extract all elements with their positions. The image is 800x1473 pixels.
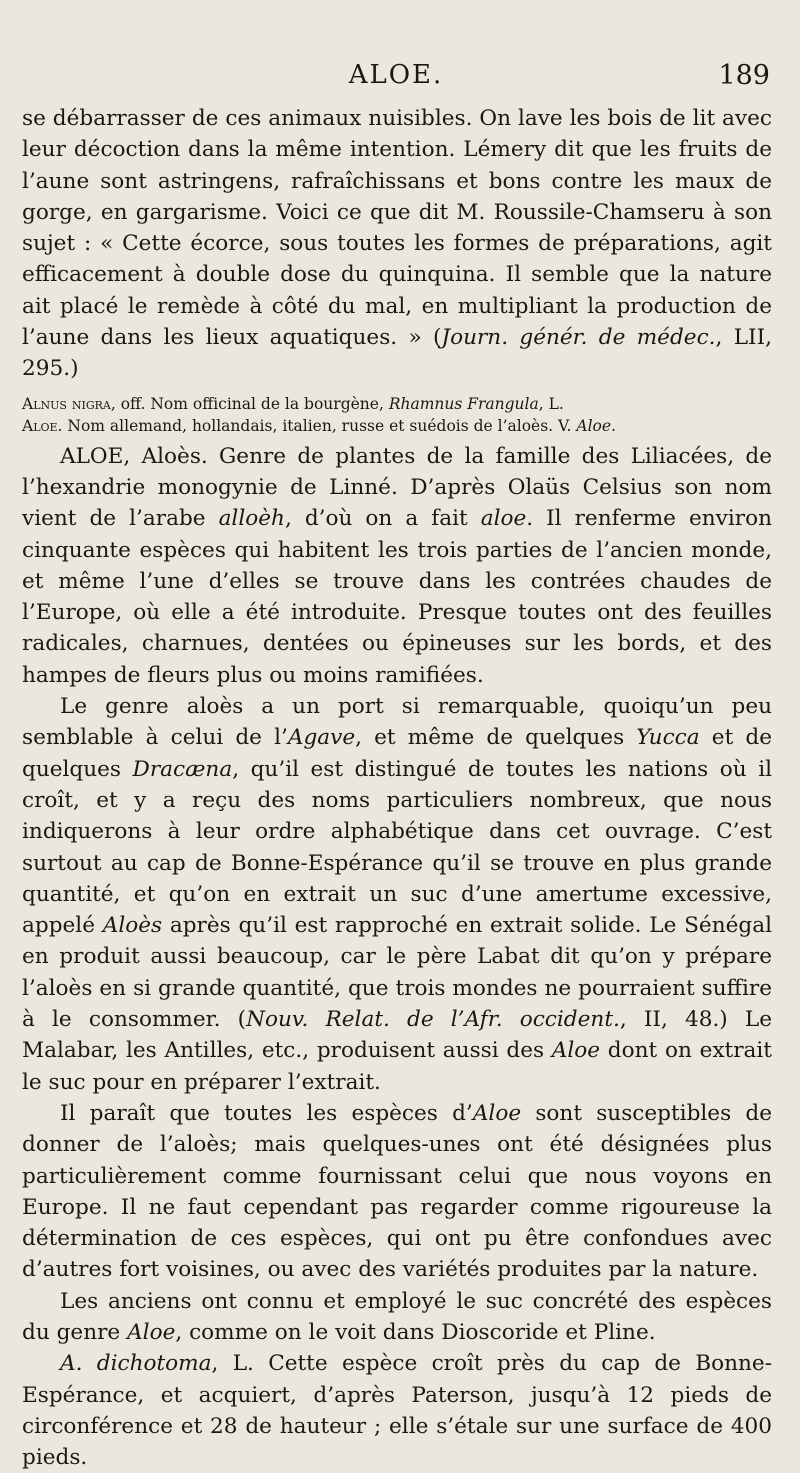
main-paragraphs [22, 441, 772, 1473]
italic-text: Nouv. Relat. de l’Afr. occident. [246, 1007, 620, 1033]
text-run: , off. Nom officinal de la bourgène, [110, 394, 389, 413]
italic-text: Agave [287, 725, 356, 751]
text-run: , LII, 295.) [22, 325, 772, 382]
cross-reference-entry [22, 415, 772, 437]
page-number: 189 [718, 60, 770, 91]
text-run: Les anciens ont connu et employé le suc concrété des espèces du genre [22, 1288, 772, 1345]
paragraph-genre-port [22, 691, 772, 1098]
italic-text: Journ. génér. de médec. [441, 325, 716, 351]
paragraph-anciens [22, 1286, 772, 1349]
running-title: ALOE. [348, 60, 444, 90]
text-run: , comme on le voit dans Dioscoride et Pline. [175, 1319, 656, 1345]
paragraph-continuation [22, 103, 772, 385]
cross-reference-entries [22, 393, 772, 437]
paragraph-dichotoma [22, 1348, 772, 1473]
text-run: . [611, 416, 616, 435]
text-run: , et même de quelques [355, 725, 637, 751]
text-run: Le genre aloès a un port si remarquable, quoiqu’un peu semblable à celui de l’ [22, 694, 772, 751]
text-run: , d’où on a fait [284, 506, 481, 532]
paragraph-especes [22, 1098, 772, 1286]
text-run: . Nom allemand, hollandais, italien, russe et suédois de l’aloès. V. [57, 416, 577, 435]
italic-text: Yucca [636, 725, 700, 751]
italic-text: Aloès [102, 913, 163, 939]
text-run: , qu’il est distingué de toutes les nations où il croît, et y a reçu des noms particuliers nombreux, que nous indiquerons à leur ordre alphabétique dans cet ouvrage. C’est surtout au cap de Bonne-Espérance qu’il se trouve en plus grande quantité, et qu’on en extrait un suc d’une amertume excessive, appelé [22, 756, 773, 939]
text-run: , II, 48.) Le Malabar, les Antilles, etc., produisent aussi des [22, 1007, 772, 1064]
italic-text: Aloe [576, 416, 612, 435]
cross-reference-entry [22, 393, 772, 415]
text-run: sont susceptibles de donner de l’aloès; mais quelques-unes ont été désignées plus particulièrement comme fournissant celui que nous voyons en Europe. Il ne faut cependant pas regarder comme rigoureuse la détermination de ces espèces, qui ont pu être confondues avec d’autres fort voisines, ou avec des variétés produites par la nature. [22, 1100, 772, 1283]
small-caps-text: Alnus nigra [22, 394, 111, 413]
page-body [22, 103, 772, 1473]
text-run: Il paraît que toutes les espèces d’ [60, 1100, 473, 1126]
text-run: et de quelques [22, 725, 772, 782]
small-caps-text: Aloe [22, 416, 58, 435]
italic-text: alloèh [218, 506, 285, 532]
italic-text: Aloe [551, 1038, 601, 1064]
italic-text: Aloe [472, 1100, 522, 1126]
italic-text: Aloe [127, 1319, 176, 1345]
text-run: , L. [538, 394, 564, 413]
text-run: , L. Cette espèce croît près du cap de Bonne-Espérance, et acquiert, d’après Paterson, jusqu’à 12 pieds de circonférence et 28 de hauteur ; elle s’étale sur une surface de 400 pieds. [22, 1351, 772, 1471]
text-run: ALOE, Aloès. Genre de plantes de la famille des Liliacées, de l’hexandrie monogynie de Linné. D’après Olaüs Celsius son nom vient de l’arabe [22, 443, 772, 532]
text-run: se débarrasser de ces animaux nuisibles. On lave les bois de lit avec leur décoction dans la même intention. Lémery dit que les fruits de l’aune sont astringens, rafraîchissans et bons contre les maux de gorge, en gargarisme. Voici ce que dit M. Roussile-Chamseru à son sujet : « Cette écorce, sous toutes les formes de préparations, agit efficacement à double dose du quinquina. Il semble que la nature ait placé le remède à côté du mal, en multipliant la production de l’aune dans les lieux aquatiques. » ( [22, 106, 772, 351]
running-header [22, 60, 770, 100]
italic-text: A. dichotoma [60, 1351, 212, 1377]
text-run: . Il renferme environ cinquante espèces qui habitent les trois parties de l’ancien monde, et même l’une d’elles se trouve dans les contrées chaudes de l’Europe, où elle a été introduite. Presque toutes ont des feuilles radicales, charnues, dentées ou épineuses sur les bords, et des hampes de fleurs plus ou moins ramifiées. [22, 506, 772, 688]
italic-text: aloe [480, 506, 527, 532]
text-run: après qu’il est rapproché en extrait solide. Le Sénégal en produit aussi beaucoup, car le père Labat dit qu’on y prépare l’aloès en si grande quantité, que trois mondes ne pourraient suffire à le consommer. ( [22, 913, 772, 1033]
italic-text: Dracæna [132, 756, 233, 782]
text-run: dont on extrait le suc pour en préparer l’extrait. [22, 1038, 772, 1095]
paragraph-aloe-intro [22, 441, 772, 691]
italic-text: Rhamnus Frangula [388, 394, 539, 413]
